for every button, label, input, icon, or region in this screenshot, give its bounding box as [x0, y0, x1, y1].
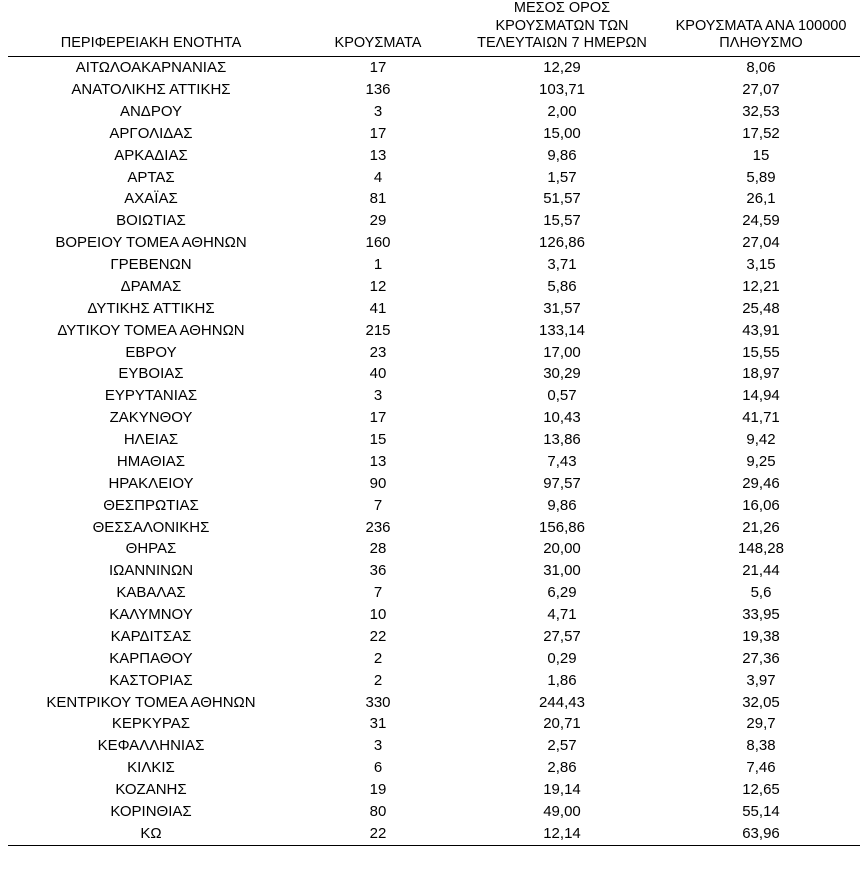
- cell-region: ΚΑΡΠΑΘΟΥ: [109, 649, 193, 667]
- table-row: [8, 79, 860, 101]
- cell-avg7: 2,57: [547, 737, 577, 755]
- cell-region: ΚΕΦΑΛΛΗΝΙΑΣ: [97, 737, 205, 755]
- table-row: [8, 101, 860, 123]
- cell-per100k: 21,26: [742, 518, 780, 536]
- cell-region: ΚΙΛΚΙΣ: [127, 759, 175, 777]
- table-body: [8, 57, 860, 846]
- cell-per100k: 55,14: [742, 802, 780, 820]
- cell-per100k: 33,95: [742, 606, 780, 624]
- cell-region: ΒΟΡΕΙΟΥ ΤΟΜΕΑ ΑΘΗΝΩΝ: [55, 234, 247, 252]
- table-row: [8, 779, 860, 801]
- cell-region: ΕΥΡΥΤΑΝΙΑΣ: [104, 387, 198, 405]
- cell-cases: 29: [369, 212, 387, 230]
- cell-region: ΚΕΡΚΥΡΑΣ: [111, 715, 191, 733]
- cell-avg7: 7,43: [547, 452, 577, 470]
- cell-avg7: 2,86: [547, 759, 577, 777]
- cell-per100k: 7,46: [746, 759, 776, 777]
- cell-region: ΘΗΡΑΣ: [125, 540, 177, 558]
- table-row: [8, 57, 860, 79]
- table-row: [8, 713, 860, 735]
- cell-per100k: 15: [752, 146, 770, 164]
- cell-region: ΓΡΕΒΕΝΩΝ: [110, 256, 192, 274]
- table-row: [8, 648, 860, 670]
- cell-region: ΗΛΕΙΑΣ: [123, 431, 179, 449]
- cell-cases: 17: [369, 59, 387, 77]
- cell-cases: 2: [373, 671, 383, 689]
- table-row: [8, 473, 860, 495]
- cell-cases: 215: [365, 321, 391, 339]
- cell-region: ΔΥΤΙΚΟΥ ΤΟΜΕΑ ΑΘΗΝΩΝ: [57, 321, 245, 339]
- cell-cases: 330: [365, 693, 391, 711]
- cell-region: ΗΜΑΘΙΑΣ: [116, 452, 186, 470]
- cell-cases: 160: [365, 234, 391, 252]
- cell-avg7: 9,86: [547, 146, 577, 164]
- cell-avg7: 1,86: [547, 671, 577, 689]
- cell-avg7: 27,57: [543, 627, 581, 645]
- table-row: [8, 429, 860, 451]
- cell-cases: 22: [369, 627, 387, 645]
- cell-avg7: 0,57: [547, 387, 577, 405]
- cell-cases: 19: [369, 781, 387, 799]
- cell-region: ΑΧΑΪΑΣ: [124, 190, 178, 208]
- table-row: [8, 363, 860, 385]
- table-row: [8, 560, 860, 582]
- cell-cases: 7: [373, 584, 383, 602]
- table-row: [8, 188, 860, 210]
- cell-region: ΒΟΙΩΤΙΑΣ: [116, 212, 186, 230]
- cell-avg7: 133,14: [539, 321, 585, 339]
- cell-avg7: 17,00: [543, 343, 581, 361]
- cell-avg7: 0,29: [547, 649, 577, 667]
- cell-region: ΗΡΑΚΛΕΙΟΥ: [108, 474, 194, 492]
- cell-cases: 236: [365, 518, 391, 536]
- cell-cases: 22: [294, 823, 462, 845]
- table-row: [8, 320, 860, 342]
- cell-avg7: 15,57: [543, 212, 581, 230]
- cell-cases: 17: [369, 124, 387, 142]
- cell-region: ΔΥΤΙΚΗΣ ΑΤΤΙΚΗΣ: [87, 299, 215, 317]
- cell-avg7: 97,57: [543, 474, 581, 492]
- cell-cases: 13: [369, 452, 387, 470]
- table-row: [8, 254, 860, 276]
- table-row: [8, 276, 860, 298]
- cell-avg7: 31,57: [543, 299, 581, 317]
- table-row: [8, 582, 860, 604]
- cell-region: ΑΝΑΤΟΛΙΚΗΣ ΑΤΤΙΚΗΣ: [71, 81, 231, 99]
- cell-region: ΚΟΖΑΝΗΣ: [115, 781, 187, 799]
- cell-per100k: 26,1: [746, 190, 776, 208]
- cell-cases: 10: [369, 606, 387, 624]
- column-header-region: ΠΕΡΙΦΕΡΕΙΑΚΗ ΕΝΟΤΗΤΑ: [8, 0, 294, 57]
- table-row: [8, 341, 860, 363]
- cell-cases: 28: [369, 540, 387, 558]
- cell-avg7: 244,43: [539, 693, 585, 711]
- cell-region: ΘΕΣΣΑΛΟΝΙΚΗΣ: [92, 518, 210, 536]
- cell-avg7: 15,00: [543, 124, 581, 142]
- cases-by-region-table: [8, 0, 860, 846]
- cell-region: ΕΥΒΟΙΑΣ: [118, 365, 184, 383]
- cell-avg7: 20,00: [543, 540, 581, 558]
- table-row: [8, 538, 860, 560]
- cell-avg7: 9,86: [547, 496, 577, 514]
- table-row: [8, 495, 860, 517]
- cell-region: ΚΑΒΑΛΑΣ: [116, 584, 186, 602]
- table-row: [8, 757, 860, 779]
- column-header-avg7: [462, 0, 662, 57]
- cell-per100k: 9,42: [746, 431, 776, 449]
- cell-region: ΑΝΔΡΟΥ: [119, 102, 183, 120]
- cell-region: ΙΩΑΝΝΙΝΩΝ: [108, 562, 194, 580]
- cell-cases: 2: [373, 649, 383, 667]
- cell-avg7: 103,71: [539, 81, 585, 99]
- cell-per100k: 43,91: [742, 321, 780, 339]
- cell-cases: 3: [373, 102, 383, 120]
- cell-cases: 3: [373, 387, 383, 405]
- cell-region: ΑΡΚΑΔΙΑΣ: [114, 146, 188, 164]
- table-row: [8, 801, 860, 823]
- cell-per100k: 21,44: [742, 562, 780, 580]
- table-row: [8, 604, 860, 626]
- table-row: [8, 735, 860, 757]
- table-header: [8, 0, 860, 57]
- cell-avg7: 126,86: [539, 234, 585, 252]
- table-row: [8, 123, 860, 145]
- cell-cases: 40: [369, 365, 387, 383]
- column-header-per100k-line2: ΠΛΗΘΥΣΜΟ: [719, 35, 803, 52]
- cell-avg7: 6,29: [547, 584, 577, 602]
- cell-per100k: 5,6: [750, 584, 772, 602]
- cell-cases: 17: [369, 409, 387, 427]
- cell-avg7: 4,71: [547, 606, 577, 624]
- cell-per100k: 27,07: [742, 81, 780, 99]
- cell-per100k: 8,38: [746, 737, 776, 755]
- cell-avg7: 31,00: [543, 562, 581, 580]
- cell-cases: 4: [373, 168, 383, 186]
- cell-avg7: 49,00: [543, 802, 581, 820]
- cell-per100k: 18,97: [742, 365, 780, 383]
- cell-cases: 1: [373, 256, 383, 274]
- cell-per100k: 25,48: [742, 299, 780, 317]
- cell-per100k: 32,53: [742, 102, 780, 120]
- cell-per100k: 41,71: [742, 409, 780, 427]
- cell-cases: 7: [373, 496, 383, 514]
- cell-per100k: 3,15: [746, 256, 776, 274]
- cell-per100k: 148,28: [738, 540, 784, 558]
- cell-cases: 6: [373, 759, 383, 777]
- cell-avg7: 19,14: [543, 781, 581, 799]
- cell-per100k: 29,7: [746, 715, 776, 733]
- cell-per100k: 17,52: [742, 124, 780, 142]
- column-header-avg7-line2: ΚΡΟΥΣΜΑΤΩΝ ΤΩΝ: [495, 17, 629, 34]
- cell-region: ΚΩ: [8, 823, 294, 845]
- cell-region: ΘΕΣΠΡΩΤΙΑΣ: [103, 496, 199, 514]
- cell-avg7: 3,71: [547, 256, 577, 274]
- cell-per100k: 3,97: [746, 671, 776, 689]
- cell-per100k: 8,06: [746, 59, 776, 77]
- table-row: [8, 232, 860, 254]
- cell-region: ΕΒΡΟΥ: [125, 343, 177, 361]
- cell-avg7: 2,00: [547, 102, 577, 120]
- cell-per100k: 29,46: [742, 474, 780, 492]
- cell-cases: 136: [365, 81, 391, 99]
- table-row: [8, 451, 860, 473]
- table-row: [8, 145, 860, 167]
- cell-per100k: 5,89: [746, 168, 776, 186]
- cell-per100k: 15,55: [742, 343, 780, 361]
- cell-per100k: 27,04: [742, 234, 780, 252]
- cell-avg7: 51,57: [543, 190, 581, 208]
- cell-per100k: 14,94: [742, 387, 780, 405]
- cell-per100k: 9,25: [746, 452, 776, 470]
- cell-cases: 80: [369, 802, 387, 820]
- table-row: [8, 166, 860, 188]
- table-row: [8, 626, 860, 648]
- column-header-cases: ΚΡΟΥΣΜΑΤΑ: [294, 0, 462, 57]
- cell-cases: 12: [369, 277, 387, 295]
- cell-per100k: 24,59: [742, 212, 780, 230]
- cell-avg7: 156,86: [539, 518, 585, 536]
- cell-cases: 15: [369, 431, 387, 449]
- cell-region: ΔΡΑΜΑΣ: [120, 277, 182, 295]
- cell-cases: 81: [369, 190, 387, 208]
- cell-region: ΚΕΝΤΡΙΚΟΥ ΤΟΜΕΑ ΑΘΗΝΩΝ: [46, 693, 256, 711]
- table-row: [8, 516, 860, 538]
- cell-avg7: 30,29: [543, 365, 581, 383]
- cell-avg7: 20,71: [543, 715, 581, 733]
- cell-cases: 3: [373, 737, 383, 755]
- column-header-avg7-line3: ΤΕΛΕΥΤΑΙΩΝ 7 ΗΜΕΡΩΝ: [477, 35, 647, 52]
- cell-region: ΖΑΚΥΝΘΟΥ: [109, 409, 193, 427]
- cell-region: ΑΡΤΑΣ: [127, 168, 175, 186]
- cell-avg7: 12,14: [462, 823, 662, 845]
- cell-cases: 31: [369, 715, 387, 733]
- cell-per100k: 32,05: [742, 693, 780, 711]
- table-row: [8, 670, 860, 692]
- table-row: [8, 210, 860, 232]
- table-row: [8, 298, 860, 320]
- cell-region: ΚΑΡΔΙΤΣΑΣ: [110, 627, 192, 645]
- cell-per100k: 16,06: [742, 496, 780, 514]
- cell-per100k: 19,38: [742, 627, 780, 645]
- cell-cases: 36: [369, 562, 387, 580]
- column-header-avg7-line1: ΜΕΣΟΣ ΟΡΟΣ: [513, 0, 611, 16]
- cell-region: ΚΑΛΥΜΝΟΥ: [109, 606, 193, 624]
- table-row: [8, 691, 860, 713]
- table-header-row: [8, 0, 860, 57]
- cell-avg7: 5,86: [547, 277, 577, 295]
- cell-avg7: 10,43: [543, 409, 581, 427]
- cell-region: ΚΑΣΤΟΡΙΑΣ: [109, 671, 193, 689]
- cell-cases: 41: [369, 299, 387, 317]
- table-row: [8, 407, 860, 429]
- cell-avg7: 12,29: [543, 59, 581, 77]
- cell-region: ΑΙΤΩΛΟΑΚΑΡΝΑΝΙΑΣ: [75, 59, 227, 77]
- cell-avg7: 13,86: [543, 431, 581, 449]
- cell-cases: 90: [369, 474, 387, 492]
- cell-cases: 13: [369, 146, 387, 164]
- cell-per100k: 12,65: [742, 781, 780, 799]
- column-header-per100k-line1: ΚΡΟΥΣΜΑΤΑ ΑΝΑ 100000: [675, 17, 847, 34]
- column-header-per100k: [662, 0, 860, 57]
- cell-region: ΑΡΓΟΛΙΔΑΣ: [109, 124, 193, 142]
- cell-cases: 23: [369, 343, 387, 361]
- cell-avg7: 1,57: [547, 168, 577, 186]
- cell-region: ΚΟΡΙΝΘΙΑΣ: [110, 802, 192, 820]
- cell-per100k: 12,21: [742, 277, 780, 295]
- cell-per100k: 63,96: [662, 823, 860, 845]
- table-row: [8, 823, 860, 845]
- cell-per100k: 27,36: [742, 649, 780, 667]
- table-row: [8, 385, 860, 407]
